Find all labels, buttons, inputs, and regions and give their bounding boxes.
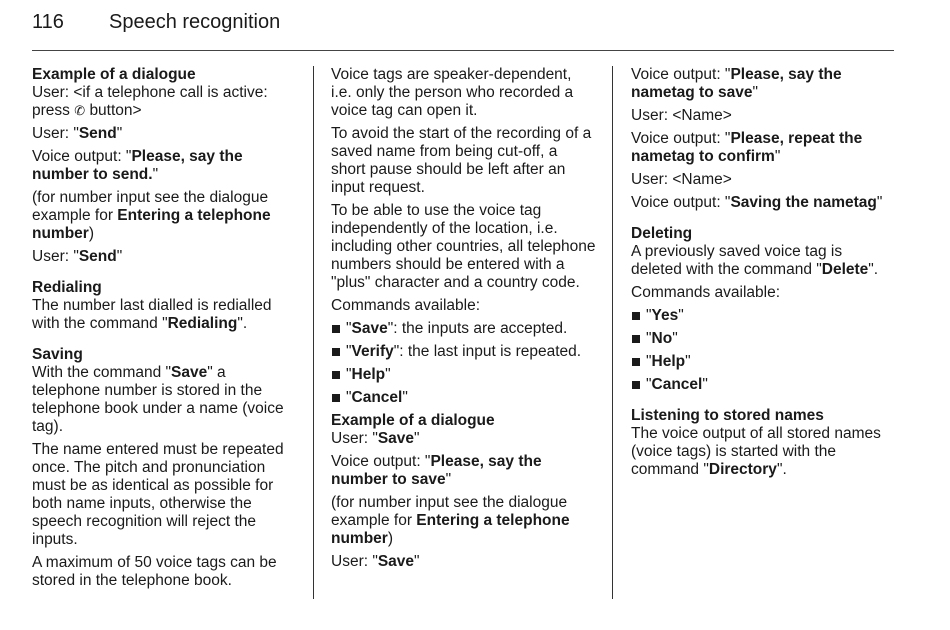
paragraph: The name entered must be repeated once. The pitch and pronunciation must be as identical as possible for both name inputs, otherwise the speech recognition will reject the inputs. <box>32 441 284 548</box>
paragraph: Commands available: <box>331 297 481 314</box>
list-item: "No" <box>631 330 896 348</box>
command-list <box>631 307 896 394</box>
paragraph: A previously saved voice tag is deleted with the command "Delete". <box>631 243 879 278</box>
section-heading: Example of a dialogue <box>331 412 495 429</box>
paragraph: User: "Send" <box>32 248 123 265</box>
paragraph: User: "Save" <box>331 553 420 570</box>
section-heading: Saving <box>32 346 83 363</box>
paragraph: With the command "Save" a telephone number is stored in the telephone book under a name (voice tag). <box>32 364 284 435</box>
page-number: 116 <box>32 11 64 33</box>
phone-icon: ✆ <box>74 103 86 118</box>
list-item: "Help" <box>331 366 596 384</box>
list-item: "Help" <box>631 353 896 371</box>
page-header <box>32 8 894 51</box>
column-divider <box>313 66 314 599</box>
column-1 <box>32 66 297 595</box>
paragraph: The number last dialled is redialled with the command "Redialing". <box>32 297 272 332</box>
paragraph: Voice output: "Please, say the nametag to save" <box>631 66 842 101</box>
paragraph: To avoid the start of the recording of a saved name from being cut-off, a short pause should be left after an input request. <box>331 125 592 196</box>
paragraph: User: <if a telephone call is active: press ✆ button> <box>32 84 268 119</box>
paragraph: User: <Name> <box>631 171 732 188</box>
paragraph: Voice tags are speaker-dependent, i.e. only the person who recorded a voice tag can open it. <box>331 66 574 119</box>
paragraph: User: "Send" <box>32 125 123 142</box>
list-item: "Cancel" <box>331 389 596 407</box>
paragraph: Voice output: "Saving the nametag" <box>631 194 883 211</box>
paragraph: Voice output: "Please, say the number to save" <box>331 453 542 488</box>
column-divider <box>612 66 613 599</box>
command-list <box>331 320 596 407</box>
section-heading: Example of a dialogue <box>32 66 196 83</box>
list-item: "Save": the inputs are accepted. <box>331 320 596 338</box>
paragraph: User: <Name> <box>631 107 732 124</box>
list-item: "Verify": the last input is repeated. <box>331 343 596 361</box>
paragraph: The voice output of all stored names (voice tags) is started with the command "Directory". <box>631 425 881 478</box>
page-title: Speech recognition <box>109 11 281 33</box>
list-item: "Yes" <box>631 307 896 325</box>
paragraph: Voice output: "Please, repeat the nametag to confirm" <box>631 130 863 165</box>
section-heading: Listening to stored names <box>631 407 824 424</box>
list-item: "Cancel" <box>631 376 896 394</box>
section-heading: Redialing <box>32 279 102 296</box>
paragraph: (for number input see the dialogue example for Entering a telephone number) <box>331 494 570 547</box>
paragraph: Commands available: <box>631 284 781 301</box>
paragraph: (for number input see the dialogue example for Entering a telephone number) <box>32 189 271 242</box>
paragraph: Voice output: "Please, say the number to send." <box>32 148 243 183</box>
column-2 <box>331 66 596 576</box>
paragraph: A maximum of 50 voice tags can be stored in the telephone book. <box>32 554 277 589</box>
section-heading: Deleting <box>631 225 693 242</box>
paragraph: To be able to use the voice tag independently of the location, i.e. including other countries, all telephone numbers should be entered with a "plus" character and a country code. <box>331 202 596 291</box>
paragraph: User: "Save" <box>331 430 420 447</box>
column-3 <box>631 66 896 484</box>
